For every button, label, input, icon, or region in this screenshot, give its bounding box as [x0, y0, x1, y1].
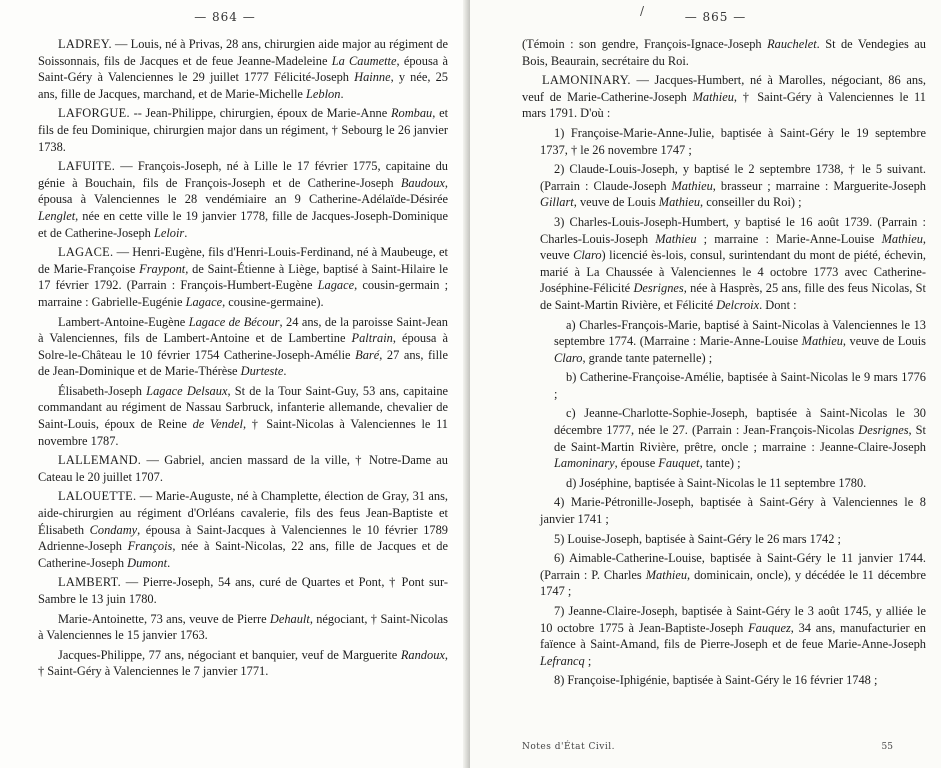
entry-grandchild-d: d) Joséphine, baptisée à Saint-Nicolas le 11 septembre 1780.	[566, 475, 867, 490]
entry-child-2: 2) Claude-Louis-Joseph, y baptisé le 2 septembre 1738, † le 5 suivant. (Parrain : Claude-Joseph Mathieu, brasseur ; marraine : Marguerite-Joseph Gillart, veuve de Louis Mathieu, conseiller du Roi) ;	[540, 162, 926, 210]
entry-laforgue: LAFORGUE. -- Jean-Philippe, chirurgien, époux de Marie-Anne Rombau, et fils de feu Dominique, chirurgien major dans un régiment, † Sebourg le 26 janvier 1738.	[38, 106, 449, 154]
page-number-right: — 865 —	[684, 10, 747, 24]
entry-lagace-de-becour: Lambert-Antoine-Eugène Lagace de Bécour, 24 ans, de la paroisse Saint-Jean à Valenciennes, fils de Lambert-Antoine et de Lambertine Paltrain, épousa à Solre-le-Château le 10 février 1754 Catherine-Joseph-Amélie Baré, 27 ans, fille de Jean-Dominique et de Marie-Thérèse Durteste.	[38, 314, 448, 379]
left-page	[0, 0, 470, 768]
entry-lagace: LAGACE. — Henri-Eugène, fils d'Henri-Louis-Ferdinand, né à Maubeuge, et de Marie-Françoise Fraypont, de Saint-Étienne à Liège, baptisé à Saint-Hilaire le 17 février 1792. (Parrain : François-Humbert-Eugène Lagace, cousin-germain ; marraine : Gabrielle-Eugénie Lagace, cousine-germaine).	[38, 245, 449, 309]
stray-mark: /	[640, 4, 645, 18]
page-number-left: — 864 —	[194, 10, 256, 24]
entry-lallemand: LALLEMAND. — Gabriel, ancien massard de la ville, † Notre-Dame au Cateau le 20 juillet 1707.	[38, 453, 448, 484]
entry-child-4: 4) Marie-Pétronille-Joseph, baptisée à Saint-Géry à Valenciennes le 8 janvier 1741 ;	[540, 495, 926, 527]
entry-child-6: 6) Aimable-Catherine-Louise, baptisée à Saint-Géry le 11 janvier 1744. (Parrain : P. Charles Mathieu, dominicain, oncle), y décédée le 11 décembre 1747 ;	[540, 551, 926, 599]
entry-lagace-delsaux: Élisabeth-Joseph Lagace Delsaux, St de la Tour Saint-Guy, 53 ans, capitaine commandant au régiment de Nassau Sarbruck, infanterie allemande, chevalier de Saint-Louis, époux de Reine de Vendel, † Saint-Nicolas à Valenciennes le 11 novembre 1787.	[38, 383, 449, 448]
entry-child-3: 3) Charles-Louis-Joseph-Humbert, y baptisé le 16 août 1739. (Parrain : Charles-Louis-Joseph Mathieu ; marraine : Marie-Anne-Louise Mathieu, veuve Claro) licencié ès-lois, consul, surintendant du mont de piété, échevin, marié à La Chaussée à Valenciennes le 4 octobre 1773 avec Catherine-Joséphine-Félicité Desrignes, née à Hasprès, 25 ans, fille des feus Nicolas, St de Saint-Martin Rivière, et Félicité Delcroix. Dont :	[540, 214, 927, 312]
right-page	[470, 0, 941, 768]
entry-lambert: LAMBERT. — Pierre-Joseph, 54 ans, curé de Quartes et Pont, † Pont sur-Sambre le 13 juin 1780.	[38, 575, 448, 606]
left-column	[38, 36, 448, 683]
entry-grandchild-b: b) Catherine-Françoise-Amélie, baptisée à Saint-Nicolas le 9 mars 1776 ;	[554, 370, 926, 401]
entry-temoin: (Témoin : son gendre, François-Ignace-Joseph Rauchelet. St de Vendegies au Bois, Beaurain, secrétaire du Roi.	[522, 37, 926, 68]
entry-child-1: 1) Françoise-Marie-Anne-Julie, baptisée à Saint-Géry le 19 septembre 1737, † le 26 novembre 1747 ;	[540, 125, 926, 157]
entry-child-8: 8) Françoise-Iphigénie, baptisée à Saint-Géry le 16 février 1748 ;	[554, 673, 878, 688]
entry-child-5: 5) Louise-Joseph, baptisée à Saint-Géry le 26 mars 1742 ;	[554, 531, 841, 546]
entry-ladrey: LADREY. — Louis, né à Privas, 28 ans, chirurgien aide major au régiment de Soissonnais, fils de Jacques et de feue Jeanne-Madeleine La Caumette, épousa à Saint-Géry à Valenciennes le 29 juillet 1777 Félicité-Joseph Hainne, y née, 25 ans, fille de Jacques, marchand, et de Marie-Michelle Leblon.	[38, 37, 448, 101]
footer-title: Notes d'État Civil.	[522, 742, 615, 752]
entry-child-7: 7) Jeanne-Claire-Joseph, baptisée à Saint-Géry le 3 août 1745, y alliée le 10 octobre 1775 à Jean-Baptiste-Joseph Fauquez, 34 ans, manufacturier en faïence à Saint-Amand, fils de Pierre-Joseph et de feue Marie-Anne-Joseph Lefrancq ;	[540, 604, 926, 668]
entry-grandchild-a: a) Charles-François-Marie, baptisé à Saint-Nicolas à Valenciennes le 13 septembre 1774. (Marraine : Marie-Anne-Louise Mathieu, veuve de Louis Claro, grande tante paternelle) ;	[554, 317, 926, 365]
entry-grandchild-c: c) Jeanne-Charlotte-Sophie-Joseph, baptisée à Saint-Nicolas le 30 décembre 1777, née le 27. (Parrain : Jean-François-Nicolas Desrignes, St de Saint-Martin Rivière, prêtre, oncle ; marraine : Jeanne-Claire-Joseph Lamoninary, épouse Fauquet, tante) ;	[554, 406, 927, 471]
entry-jacques-philippe: Jacques-Philippe, 77 ans, négociant et banquier, veuf de Marguerite Randoux, † Saint-Géry à Valenciennes le 7 janvier 1771.	[38, 647, 448, 679]
footer-signature-number: 55	[881, 742, 893, 752]
entry-lafuite: LAFUITE. — François-Joseph, né à Lille le 17 février 1775, capitaine du génie à Bouchain, fils de François-Joseph et de Catherine-Joseph Baudoux, épousa à Valenciennes le 28 vendémiaire an 9 Catherine-Adélaïde-Désirée Lenglet, née en cette ville le 19 janvier 1778, fille de Jacques-Joseph-Dominique et de Catherine-Joseph Leloir.	[38, 159, 448, 240]
entry-lamoninary: LAMONINARY. — Jacques-Humbert, né à Marolles, négociant, 86 ans, veuf de Marie-Catherine-Joseph Mathieu, † Saint-Géry à Valenciennes le 11 mars 1791. D'où :	[522, 73, 926, 121]
entry-lalouette: LALOUETTE. — Marie-Auguste, né à Champlette, élection de Gray, 31 ans, aide-chirurgien au régiment d'Orléans cavalerie, fils des feus Jean-Baptiste et Élisabeth Condamy, épousa à Saint-Jacques à Valenciennes le 10 février 1789 Adrienne-Joseph François, née à Saint-Nicolas, 22 ans, fille de Jacques et de Catherine-Joseph Dumont.	[38, 489, 448, 570]
entry-marie-antoinette: Marie-Antoinette, 73 ans, veuve de Pierre Dehault, négociant, † Saint-Nicolas à Valenciennes le 15 janvier 1763.	[38, 611, 448, 643]
right-column	[522, 36, 926, 692]
